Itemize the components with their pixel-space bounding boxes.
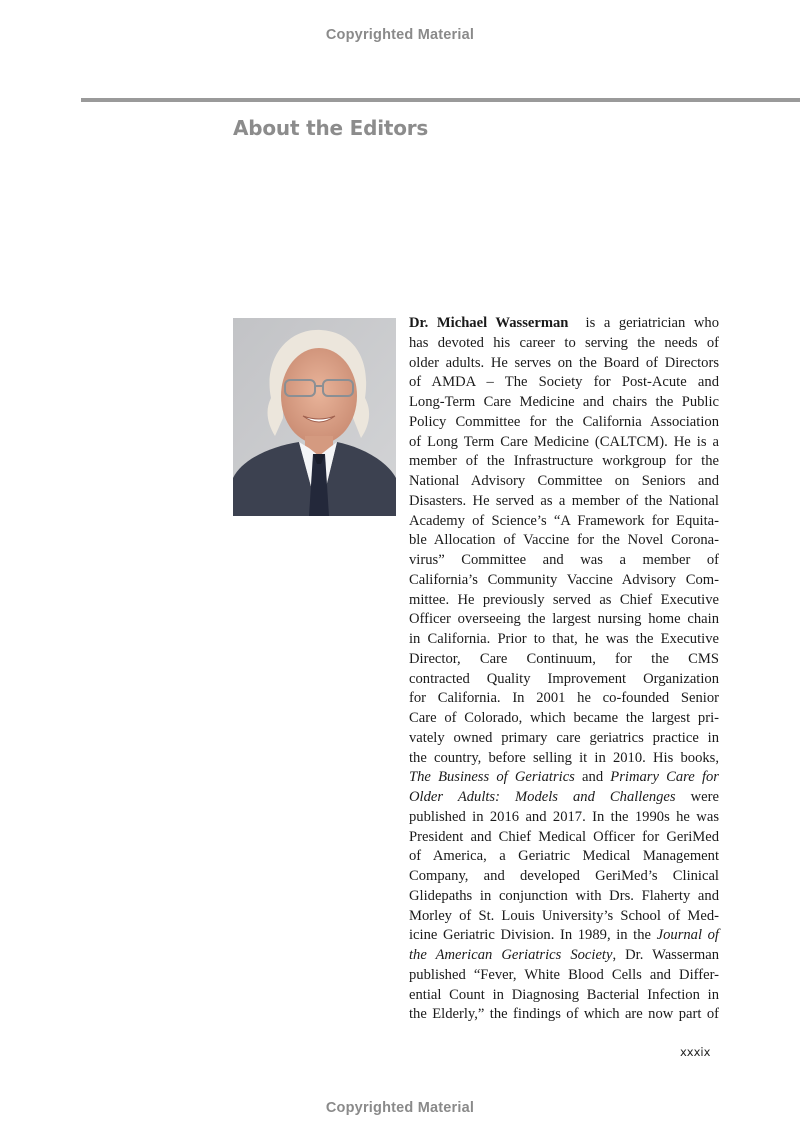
watermark-bottom: Copyrighted Material xyxy=(325,1100,475,1116)
bio-line: Long-Term Care Medicine and chairs the Public xyxy=(409,394,719,410)
bio-line: ential Count in Diagnosing Bacterial Infection in xyxy=(409,986,719,1003)
bio-line: the Elderly,” the findings of which are now part of xyxy=(409,1006,719,1023)
bio-line: of Long Term Care Medicine (CALTCM). He is a xyxy=(409,433,719,450)
bio-line: Morley of St. Louis University’s School of Med- xyxy=(409,907,719,924)
bio-line: Disasters. He served as a member of the National xyxy=(409,492,719,509)
editor-name: Dr. Michael Wasserman xyxy=(409,315,569,331)
bio-line: contracted Quality Improvement Organization xyxy=(409,670,719,687)
bio-line: the American Geriatrics Society, Dr. Wasserman xyxy=(409,947,719,963)
bio-line: National Advisory Committee on Seniors and xyxy=(409,473,719,489)
bio-line: Glidepaths in conjunction with Drs. Flaherty and xyxy=(409,887,719,904)
bio-line: Policy Committee for the California Association xyxy=(409,413,719,430)
bio-line: ble Allocation of Vaccine for the Novel Corona- xyxy=(409,532,719,549)
bio-line: President and Chief Medical Officer for GeriMed xyxy=(409,828,719,845)
page-number: xxxix xyxy=(680,1045,711,1059)
editor-photo xyxy=(233,318,396,516)
bio-line: The Business of Geriatrics and Primary Care for xyxy=(409,769,719,786)
journal-title: Journal of xyxy=(656,927,719,944)
section-heading: About the Editors xyxy=(233,116,429,140)
bio-line: has devoted his career to serving the needs of xyxy=(409,334,719,351)
bio-line: Officer overseeing the largest nursing home chain xyxy=(409,611,719,628)
bio-line: Director, Care Continuum, for the CMS xyxy=(409,650,719,667)
bio-line: Care of Colorado, which became the largest pri- xyxy=(409,710,719,726)
bio-line: in California. Prior to that, he was the Executive xyxy=(409,631,719,647)
bio-line: virus” Committee and was a member of xyxy=(409,552,719,568)
bio-line: Academy of Science’s “A Framework for Equita- xyxy=(409,512,719,529)
bio-line: Company, and developed GeriMed’s Clinical xyxy=(409,868,719,884)
bio-line: of America, a Geriatric Medical Management xyxy=(409,848,719,865)
bio-line: published in 2016 and 2017. In the 1990s he was xyxy=(409,808,719,825)
header-rule xyxy=(81,98,800,102)
bio-line: Older Adults: Models and Challenges were xyxy=(409,789,719,805)
book-title: Older Adults: Models and Challenges xyxy=(409,789,676,805)
bio-line: Dr. Michael Wasserman is a geriatrician who xyxy=(409,315,720,331)
bio-line: of AMDA – The Society for Post-Acute and xyxy=(409,374,719,391)
journal-title: the American Geriatrics Society xyxy=(409,947,613,963)
editor-bio xyxy=(409,314,719,1025)
book-title: Primary Care for xyxy=(610,769,719,786)
bio-line: published “Fever, White Blood Cells and Differ- xyxy=(409,966,719,983)
bio-line: California’s Community Vaccine Advisory Com- xyxy=(409,571,719,588)
bio-line: member of the Infrastructure workgroup for the xyxy=(409,453,719,470)
bio-line: icine Geriatric Division. In 1989, in the Journal of xyxy=(409,927,719,944)
book-title: The Business of Geriatrics xyxy=(409,769,575,786)
bio-line: the country, before selling it in 2010. His books, xyxy=(409,749,719,766)
bio-line: for California. In 2001 he co-founded Senior xyxy=(409,690,719,707)
watermark-top: Copyrighted Material xyxy=(325,27,475,43)
bio-line: vately owned primary care geriatrics practice in xyxy=(409,729,719,746)
bio-line: mittee. He previously served as Chief Executive xyxy=(409,591,719,608)
bio-line: older adults. He serves on the Board of Directors xyxy=(409,354,719,371)
